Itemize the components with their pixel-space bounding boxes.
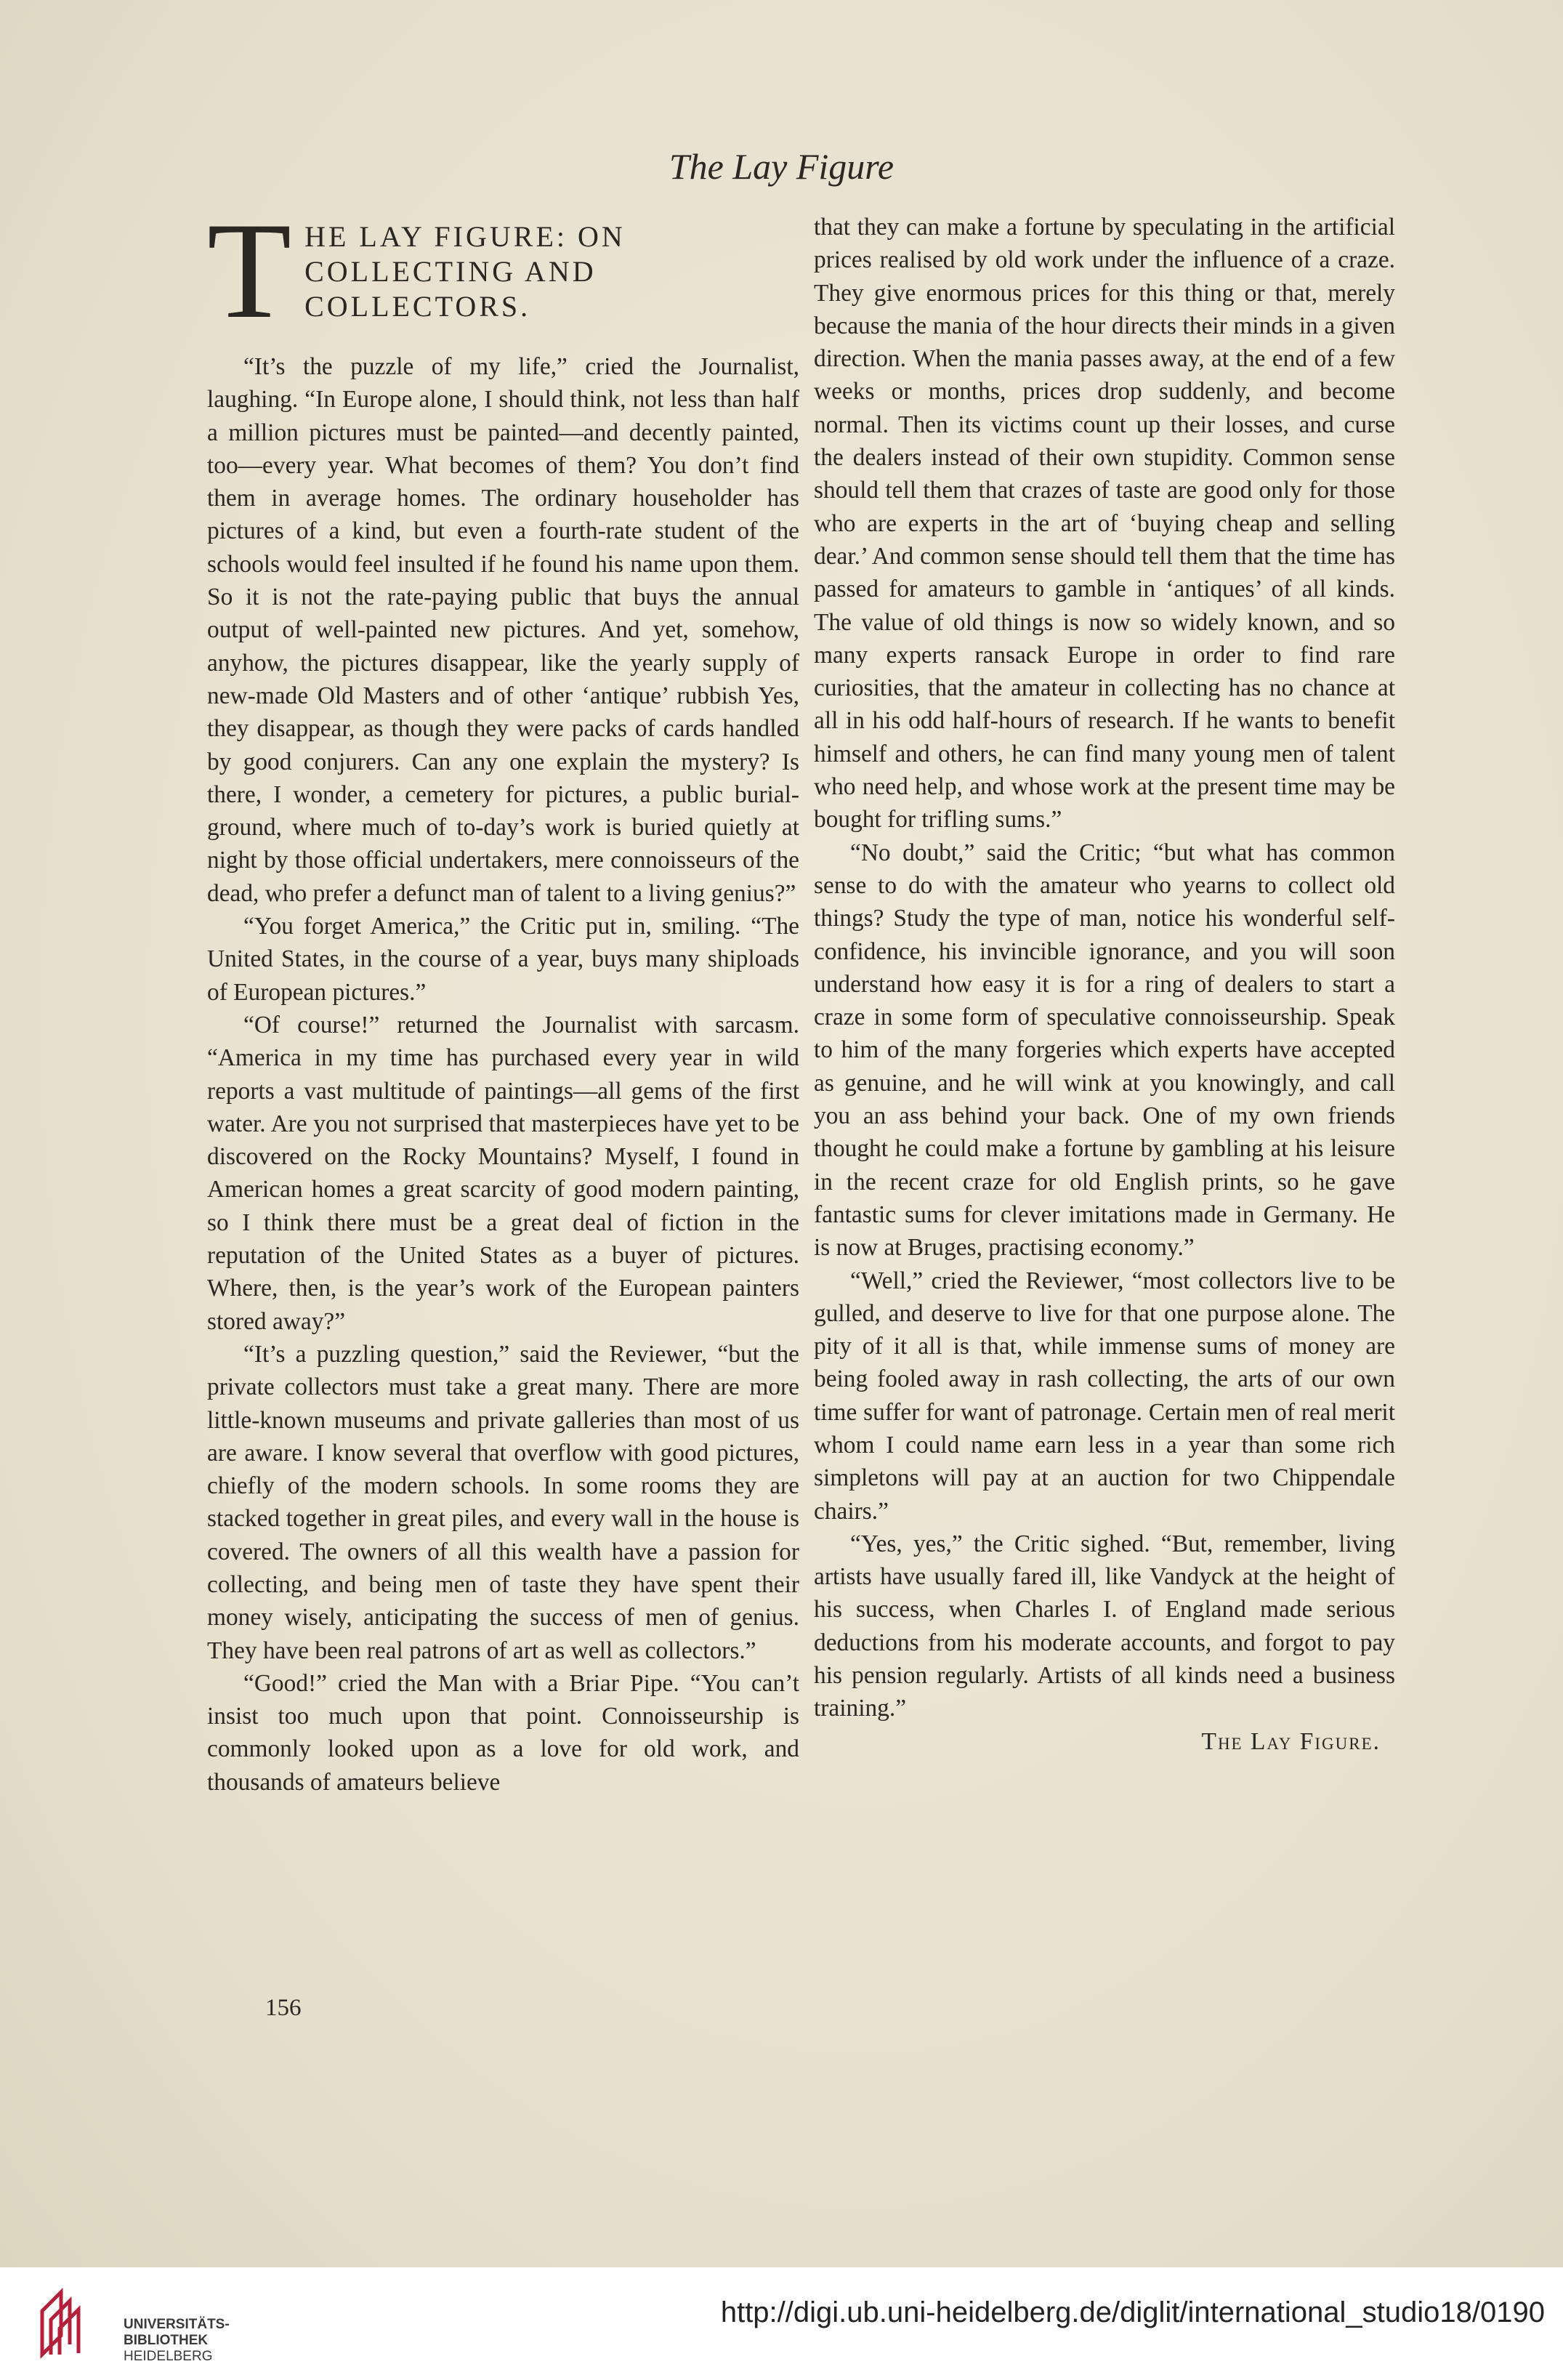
signature: The Lay Figure. [1201, 1727, 1381, 1755]
paragraph: that they can make a fortune by speculating in the artificial prices realised by old work under the influence of a craze. They give enormous prices for this thing or that, merely because the mania of the hour directs their minds in a given direction. When the mania passes away, at the end of a few weeks or months, prices drop suddenly, and become normal. Then its victims count up their losses, and curse the dealers instead of their own stupidity. Common sense should tell them that crazes of taste are good only for those who are experts in the art of ‘buying cheap and selling dear.’ And common sense should tell them that the time has passed for amateurs to gamble in ‘antiques’ of all kinds. The value of old things is now so widely known, and so many experts ransack Europe in order to find rare curiosities, that the amateur in collecting has no chance at all in his odd half-hours of research. If he wants to benefit himself and others, he can find many young men of talent who need help, and whose work at the present time may be bought for trifling sums.” [814, 214, 1395, 834]
logo-text [124, 2317, 230, 2365]
university-library-logo-icon[interactable] [36, 2282, 230, 2369]
drop-cap: T [207, 195, 292, 347]
article-title: HE LAY FIGURE: ON COLLECTING AND COLLECTORS. [304, 220, 626, 323]
paragraph: “Of course!” returned the Journalist with sarcasm. “America in my time has purchased every year in wild reports a vast multitude of paintings—all gems of the first water. Are you not surprised that masterpieces have yet to be discovered on the Rocky Mountains? Myself, I found in American homes a great scarcity of good modern painting, so I think there must be a great deal of fiction in the reputation of the United States as a buyer of pictures. Where, then, is the year’s work of the European painters stored away?” [207, 1011, 799, 1335]
paragraph: “It’s a puzzling question,” said the Reviewer, “but the private collectors must take a great many. There are more little-known museums and private galleries than most of us are aware. I know several that overflow with good pictures, chiefly of the modern schools. In some rooms they are stacked together in great piles, and every wall in the house is covered. The owners of all this wealth have a passion for collecting, and being men of taste they have spent their money wisely, anticipating the success of men of genius. They have been real patrons of art as well as collectors.” [207, 1340, 799, 1664]
logo-line: BIBLIOTHEK [124, 2333, 209, 2348]
logo-mark-icon [36, 2282, 87, 2362]
left-column [207, 195, 799, 1799]
paragraph: “Yes, yes,” the Critic sighed. “But, remember, living artists have usually fared ill, like Vandyck at the height of his success, when Charles I. of England made serious deductions from his moderate accounts, and forgot to pay his pension regularly. Artists of all kinds need a business training.” [814, 1530, 1395, 1722]
paragraph: “Good!” cried the Man with a Briar Pipe. “You can’t insist too much upon that point. Connoisseurship is commonly looked upon as a love for old work, and thousands of amateurs believe [207, 1669, 799, 1796]
paragraph: “It’s the puzzle of my life,” cried the Journalist, laughing. “In Europe alone, I should think, not less than half a million pictures must be painted—and decently painted, too—every year. What becomes of them? You don’t find them in average homes. The ordinary householder has pictures of a kind, but even a fourth-rate student of the schools would feel insulted if he found his name upon them. So it is not the rate-paying public that buys the annual output of well-painted new pictures. And yet, somehow, anyhow, the pictures disappear, like the yearly supply of new-made Old Masters and of other ‘antique’ rubbish Yes, they disappear, as though they were packs of cards handled by good conjurers. Can any one explain the mystery? Is there, I wonder, a cemetery for pictures, a public burial-ground, where much of to-day’s work is buried quietly at night by those official undertakers, mere connoisseurs of the dead, who prefer a defunct man of talent to a living genius?” [207, 353, 799, 907]
page-number: 156 [265, 1995, 302, 2021]
paragraph: “You forget America,” the Critic put in, smiling. “The United States, in the course of a year, buys many shiploads of European pictures.” [207, 913, 799, 1006]
logo-line: HEIDELBERG [124, 2349, 213, 2364]
article-heading [207, 195, 799, 347]
permalink-url[interactable]: http://digi.ub.uni-heidelberg.de/diglit/international_studio18/0190 [720, 2296, 1545, 2328]
running-head-title: The Lay Figure [669, 146, 894, 187]
paragraph: “Well,” cried the Reviewer, “most collectors live to be gulled, and deserve to live for that one purpose alone. The pity of it all is that, while immense sums of money are being fooled away in rash collecting, the arts of our own time suffer for want of patronage. Certain men of real merit whom I could name earn less in a year than some rich simpletons will pay at an auction for two Chippendale chairs.” [814, 1267, 1395, 1525]
right-column [814, 211, 1395, 1758]
digitization-footer [0, 2267, 1563, 2380]
logo-line: UNIVERSITÄTS- [124, 2317, 230, 2332]
paragraph: “No doubt,” said the Critic; “but what has common sense to do with the amateur who yearns to collect old things? Study the type of man, notice his wonderful self-confidence, his invincible ignorance, and you will soon understand how easy it is for a ring of dealers to start a craze in some form of speculative connoisseurship. Speak to him of the many forgeries which experts have accepted as genuine, and he will wink at you knowingly, and call you an ass behind your back. One of my own friends thought he could make a fortune by gambling at his leisure in the recent craze for old English prints, so he gave fantastic sums for clever imitations made in Germany. He is now at Bruges, practising economy.” [814, 839, 1395, 1262]
